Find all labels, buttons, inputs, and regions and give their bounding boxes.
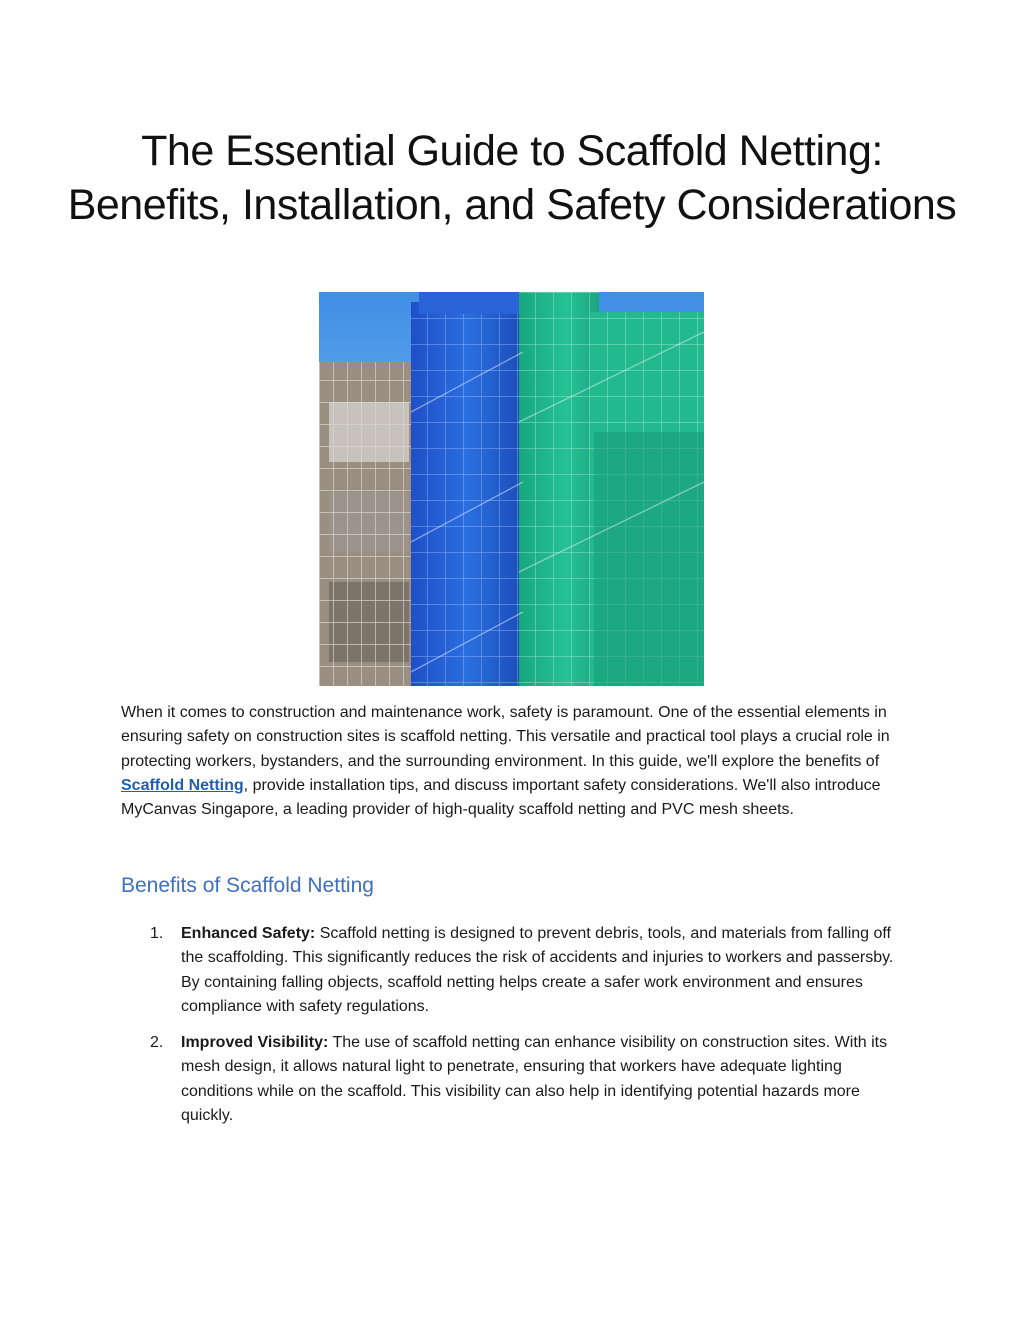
intro-text-after: , provide installation tips, and discuss important safety considerations. We'll also introduce MyCanvas Singapore, a leading provider of high-quality scaffold netting and PVC mesh sheets.: [121, 776, 881, 819]
section-heading-benefits: Benefits of Scaffold Netting: [121, 874, 374, 897]
list-item-text: Scaffold netting is designed to prevent debris, tools, and materials from falling off the scaffolding. This significantly reduces the risk of accidents and injuries to workers and passersby. By containing falling objects, scaffold netting helps create a safer work environment and ensures compliance with safety regulations.: [181, 925, 894, 1015]
intro-text-before: When it comes to construction and maintenance work, safety is paramount. One of the essential elements in ensuring safety on construction sites is scaffold netting. This versatile and practical tool plays a crucial role in protecting workers, bystanders, and the surrounding environment. In this guide, we'll explore the benefits of: [121, 704, 890, 770]
list-item-text: The use of scaffold netting can enhance visibility on construction sites. With its mesh design, it allows natural light to penetrate, ensuring that workers have adequate lighting conditions while on the scaffold. This visibility can also help in identifying potential hazards more quickly.: [181, 1034, 888, 1125]
list-item-number: 2.: [150, 1034, 164, 1052]
list-item-label: Improved Visibility:: [181, 1034, 329, 1052]
intro-paragraph: [121, 701, 911, 822]
list-item: [121, 1031, 911, 1128]
page-title: The Essential Guide to Scaffold Netting: Benefits, Installation, and Safety Considerations: [67, 127, 957, 229]
list-item-number: 1.: [150, 925, 164, 942]
scaffold-netting-photo: [319, 292, 704, 686]
list-item-label: Enhanced Safety:: [181, 925, 316, 942]
scaffold-netting-link[interactable]: Scaffold Netting: [121, 776, 244, 794]
benefits-list: [121, 922, 911, 1128]
list-item: [121, 922, 911, 1019]
